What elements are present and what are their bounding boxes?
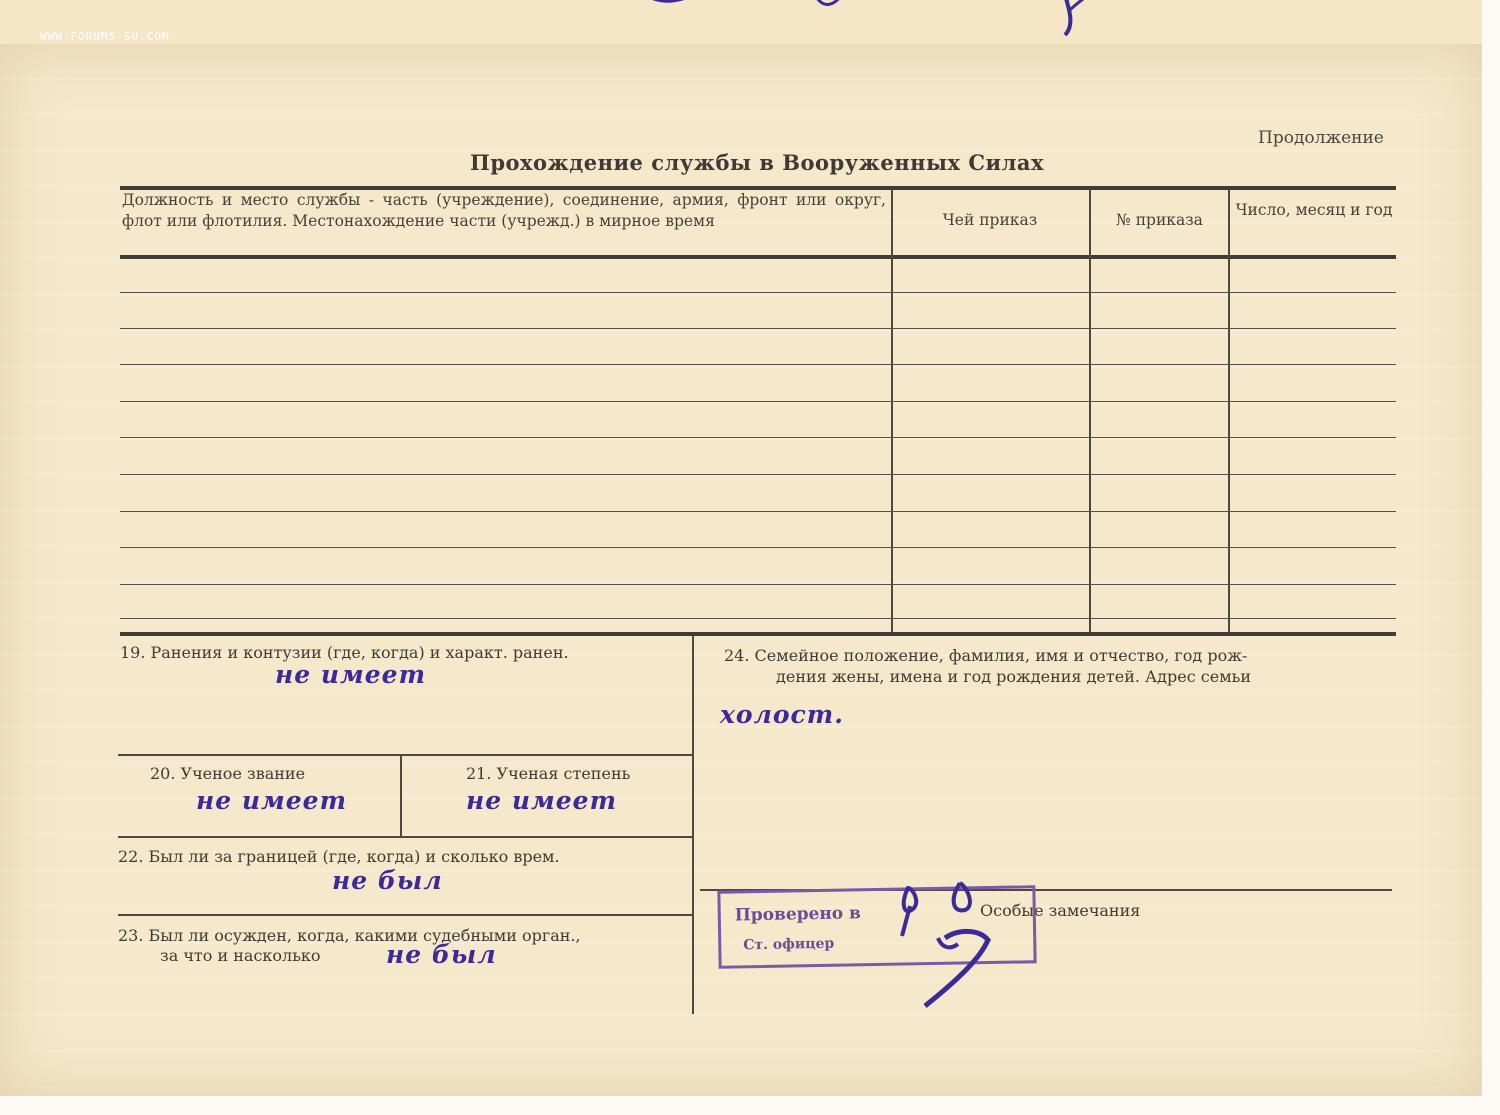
column-header-order-number: № приказа <box>1116 211 1203 229</box>
stamp-line-1: Проверено в <box>734 903 862 926</box>
scan-margin-right <box>1482 0 1500 1115</box>
handwriting-scrawl-top <box>600 0 1320 40</box>
column-header-date: Число, месяц и год <box>1235 201 1393 219</box>
column-header-position: Должность и место службы - часть (учреждение), соединение, армия, фронт или округ, флот или флотилия. Местонахождение части (учрежд.) в мирное время <box>122 191 886 230</box>
field-20-label: 20. Ученое звание <box>150 764 306 783</box>
field-23-value: не был <box>386 940 497 969</box>
officer-signature <box>890 878 1010 1013</box>
scan-margin-bottom <box>0 1096 1500 1115</box>
continuation-label: Продолжение <box>1258 128 1384 148</box>
field-24-label-line1: 24. Семейное положение, фамилия, имя и отчество, год рож- <box>724 646 1248 665</box>
field-20-value: не имеет <box>196 786 348 815</box>
field-22-value: не был <box>332 866 443 895</box>
field-24-label-line2: дения жены, имена и год рождения детей. Адрес семьи <box>776 667 1252 686</box>
field-22-label: 22. Был ли за границей (где, когда) и сколько врем. <box>118 847 560 866</box>
top-folded-strip <box>0 0 1485 46</box>
watermark: WWW.FORUMS-SU.COM <box>40 30 170 43</box>
column-header-whose-order: Чей приказ <box>942 211 1038 229</box>
stamp-line-2: Ст. офицер <box>743 935 835 954</box>
field-21-value: не имеет <box>466 786 618 815</box>
field-23-label-line1: 23. Был ли осужден, когда, какими судебными орган., <box>118 926 581 945</box>
field-21-label: 21. Ученая степень <box>466 764 631 783</box>
field-23-label-line2: за что и насколько <box>160 946 321 965</box>
field-19-value: не имеет <box>275 660 427 689</box>
field-25-label: Особые замечания <box>980 901 1141 920</box>
field-19-label: 19. Ранения и контузии (где, когда) и характ. ранен. <box>120 643 569 662</box>
field-24-value: холост. <box>720 700 844 729</box>
section-title: Прохождение службы в Вооруженных Силах <box>470 150 1045 175</box>
